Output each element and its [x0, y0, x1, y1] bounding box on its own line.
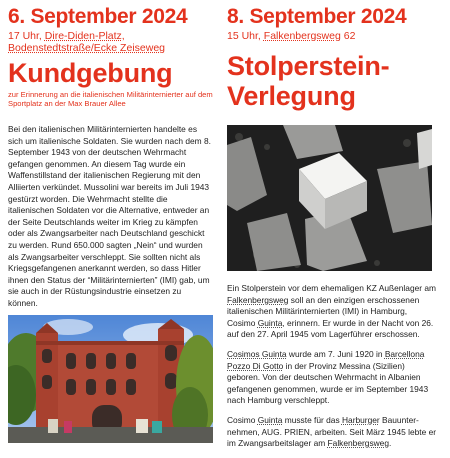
left-column: [8, 0, 213, 318]
body-text-right: [227, 283, 437, 458]
p1-link-falkenbergsweg[interactable]: Falkenbergsweg: [227, 294, 289, 305]
p3-text-d: .: [389, 438, 392, 449]
headline-stolperstein-line2: Verlegung: [227, 80, 356, 111]
building-photo-image: [8, 315, 213, 443]
p3-link-guinta[interactable]: Guinta: [257, 414, 283, 425]
address-left[interactable]: Bodenstedtstraße/Ecke Zeiseweg: [8, 41, 165, 54]
p1-text-c: , erinnern. Er wurde in der Nacht von 26. auf den 27. April 1945 vom Lagerführer erschossen.: [227, 317, 434, 340]
p3-text-a: Cosimo: [227, 414, 258, 425]
p3-text-c: Bauunter-nehmen, AUG. PRIEN, arbeiten. Seit März 1945 lebte er im Zwangsarbeitslager am: [227, 414, 437, 449]
p2-text-a: wurde am 7. Juni 1920 in: [286, 348, 385, 359]
headline-kundgebung: Kundgebung: [8, 58, 173, 88]
event-time-right: 15 Uhr,: [227, 30, 264, 42]
p1-link-guinta[interactable]: Guinta: [257, 317, 283, 328]
stolperstein-photo-image: [227, 125, 432, 271]
paragraph-right-1: [227, 283, 437, 341]
paragraph-right-3: [227, 415, 437, 450]
building-photo: [8, 315, 213, 443]
paragraph-left: Bei den italienischen Militärinternierten handelte es sich um italienische Soldaten. Sie wurden nach dem 8. September 1943 von der deutschen Wehrmacht gefangen genommen. An diesem Tag wurde ein Waffenstillstand der italienischen Regierung mit den Alliierten verkündet. Mussolini war bereits im Juli 1943 gestürzt worden. Die Wehrmacht stellte die italienischen Soldaten vor die Alternative, entweder an der Seite Deutschlands weiter im Krieg zu kämpfen oder als Zwangsarbeiter nach Deutschland geschickt zu werden. Rund 650.000 sagten „Nein“ und wurden als Zwangsarbeiter verschleppt. Sie sollten nicht als Kriegsgefangenen anerkannt werden, so dass Hitler ihnen den Status der “Militärinternierten” (IMI) gab, um sie auch in der Rüstungsindustrie einsetzen zu können.: [8, 124, 211, 308]
p2-link-cosimos-guinta[interactable]: Cosimos Guinta: [227, 348, 287, 359]
right-column: [227, 0, 443, 449]
event-location-right: [227, 31, 443, 43]
stolperstein-photo: [227, 125, 432, 271]
p1-text-b: soll an den einzigen erschossenen italienischen Militärinternierten (IMI) in Hamburg, Cosimo: [227, 294, 420, 328]
place-link-left[interactable]: Dire-Diden-Platz,: [44, 30, 125, 42]
headline-stolperstein-line1: Stolperstein-: [227, 50, 390, 81]
place-link-right[interactable]: Falkenbergsweg: [263, 30, 341, 42]
p2-link-barcellona[interactable]: Barcellona Pozzo Di Gotto: [227, 348, 425, 371]
paragraph-right-2: [227, 349, 437, 407]
event-date-right: 8. September 2024: [227, 5, 407, 28]
event-time-left: 17 Uhr,: [8, 30, 45, 42]
headline-stolperstein: [227, 51, 443, 111]
event-date-left: 6. September 2024: [8, 5, 188, 28]
p3-text-b: musste für das: [282, 414, 342, 425]
p3-link-harburger[interactable]: Harburger: [341, 414, 380, 425]
p2-text-b: in der Provinz Messina (Sizilien) geboren. Von der deutschen Wehrmacht in Albanien gefangenen genommen, wurde er im September 1943 nach Hamburg verschleppt.: [227, 360, 429, 406]
event-location-left: [8, 31, 213, 54]
p1-text-a: Ein Stolperstein vor dem ehemaligen KZ Außenlager am: [227, 283, 437, 293]
body-text-left: [8, 124, 213, 310]
subline-left: zur Erinnerung an die italienischen Militärinternierter auf dem Sportplatz an der Max Brauer Allee: [8, 90, 213, 108]
place-number-right: 62: [340, 30, 356, 42]
p3-link-falkenbergsweg[interactable]: Falkenbergsweg: [327, 438, 389, 449]
